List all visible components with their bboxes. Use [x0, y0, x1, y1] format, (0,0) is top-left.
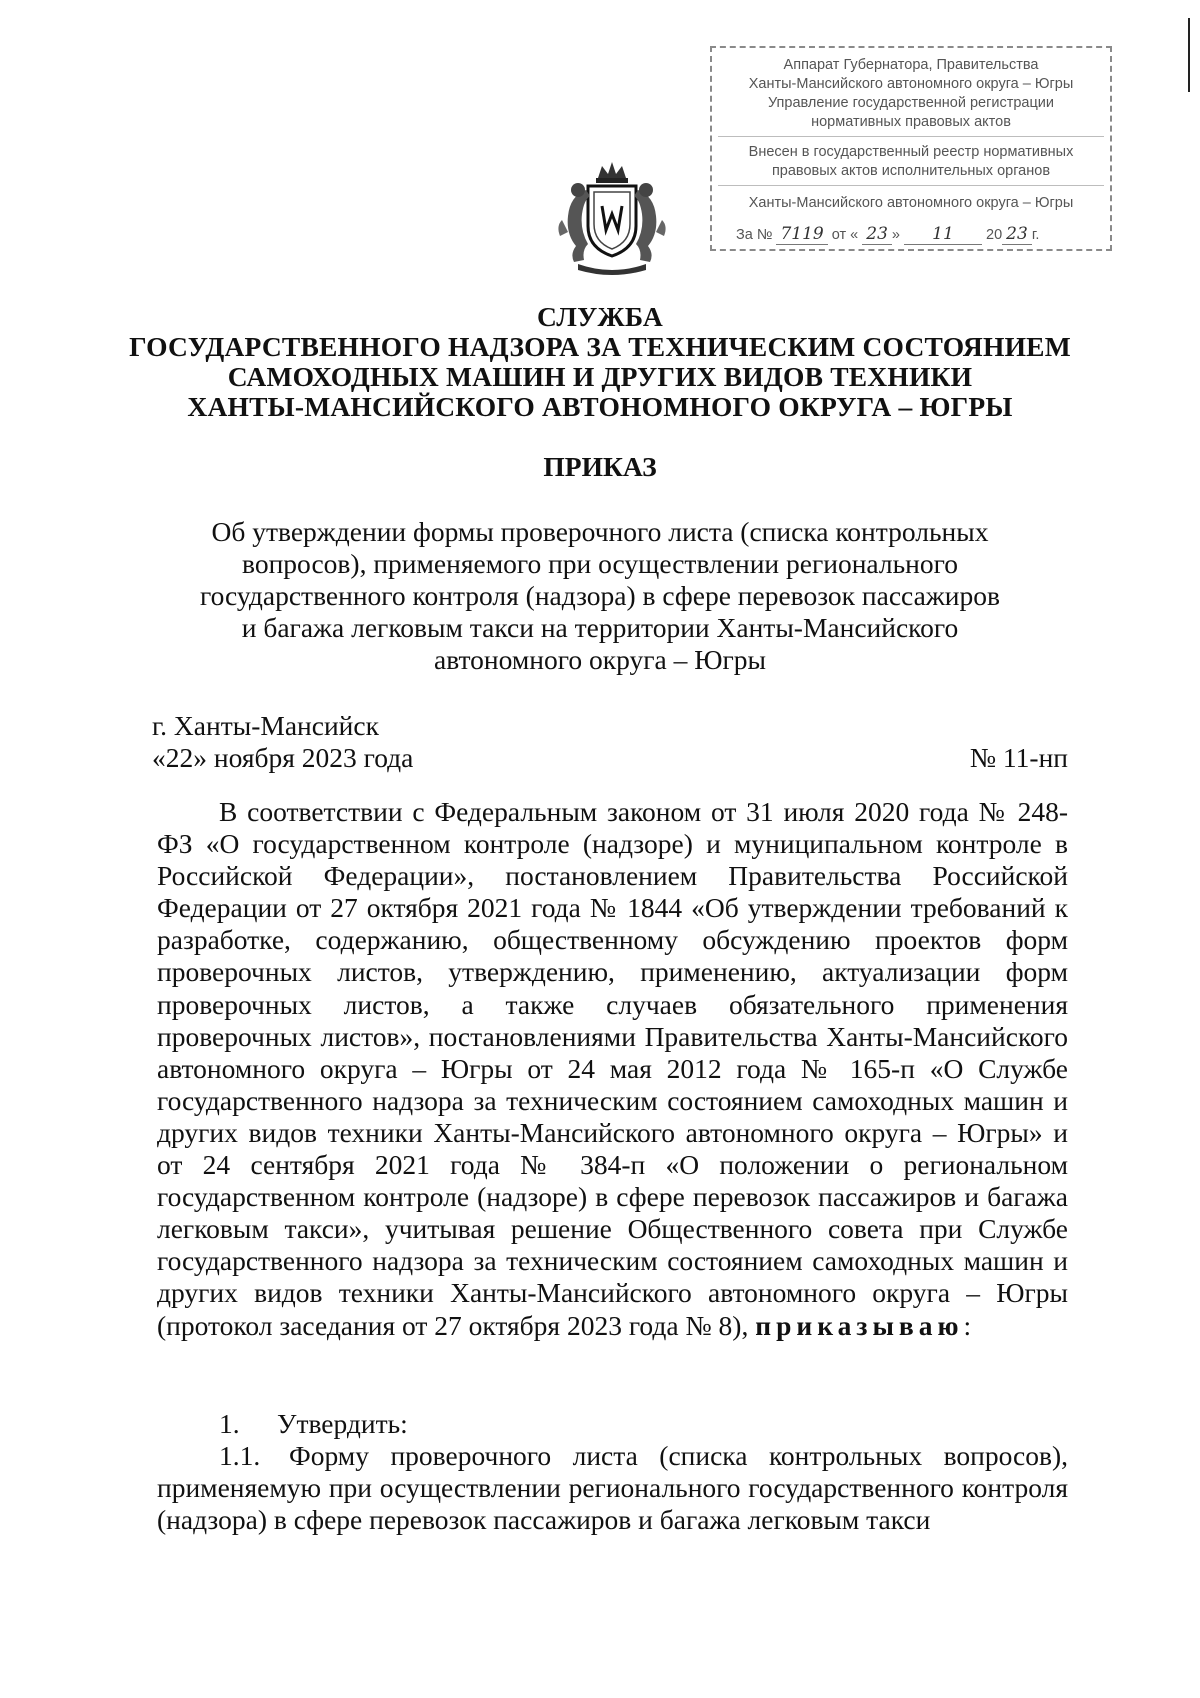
order-colon: : — [963, 1309, 972, 1341]
stamp-authority-section — [718, 56, 1104, 137]
org-title-line: СЛУЖБА — [537, 301, 663, 332]
stamp-line: нормативных правовых актов — [811, 114, 1011, 130]
item-number: 1.1. — [219, 1440, 261, 1471]
subject-line: автономного округа – Югры — [434, 644, 766, 675]
stamp-reg-prefix: За № — [736, 227, 773, 243]
order-item-1 — [157, 1408, 1068, 1440]
stamp-reg-year-handwritten: 23 — [1002, 225, 1032, 245]
org-title-line: ГОСУДАРСТВЕННОГО НАДЗОРА ЗА ТЕХНИЧЕСКИМ СОСТОЯНИЕМ — [129, 331, 1071, 362]
document-type: ПРИКАЗ — [543, 451, 657, 482]
subject-line: вопросов), применяемого при осуществлении регионального — [242, 548, 958, 579]
subject-line: и багажа легковым такси на территории Ханты-Мансийского — [241, 612, 959, 643]
document-number: № 11-нп — [969, 742, 1068, 773]
subject-line: Об утверждении формы проверочного листа (списка контрольных — [211, 516, 989, 547]
stamp-reg-from: от « — [831, 227, 859, 243]
stamp-reg-month-handwritten: 11 — [904, 225, 982, 245]
stamp-line: Ханты-Мансийского автономного округа – Югры — [748, 195, 1074, 211]
registration-stamp — [710, 46, 1112, 251]
document-city: г. Ханты-Мансийск — [152, 710, 379, 741]
stamp-line: правовых актов исполнительных органов — [771, 163, 1051, 179]
org-title-line: ХАНТЫ-МАНСИЙСКОГО АВТОНОМНОГО ОКРУГА – ЮГРЫ — [187, 391, 1013, 422]
document-subject — [0, 516, 1200, 676]
stamp-line: Аппарат Губернатора, Правительства — [783, 57, 1039, 73]
subject-line: государственного контроля (надзора) в сфере перевозок пассажиров — [200, 580, 1000, 611]
item-text: Форму проверочного листа (списка контрольных вопросов), применяемую при осуществлении регионального государственного контроля (надзора) в сфере перевозок пассажиров и багажа легковым такси — [157, 1440, 1068, 1536]
stamp-registration-number — [712, 213, 1110, 245]
scan-edge-line — [1188, 18, 1190, 92]
stamp-reg-day-handwritten: 23 — [862, 225, 892, 245]
preamble-text: В соответствии с Федеральным законом от 31 июля 2020 года № 248-ФЗ «О государственном контроле (надзоре) и муниципальном контроле в Российской Федерации», постановлением Правительства Российской Федерации от 27 октября 2021 года № 1844 «Об утверждении требований к разработке, содержанию, общественному обсуждению проектов форм проверочных листов, утверждению, применению, актуализации форм проверочных листов, а также случаев обязательного применения проверочных листов», постановлениями Правительства Ханты-Мансийского автономного округа – Югры от 24 мая 2012 года № 165-п «О Службе государственного надзора за техническим состоянием самоходных машин и других видов техники Ханты-Мансийского автономного округа – Югры» и от 24 сентября 2021 года № 384-п «О положении о региональном государственном контроле (надзоре) в сфере перевозок пассажиров и багажа легковым такси», учитывая решение Общественного совета при Службе государственного надзора за техническим состоянием самоходных машин и других видов техники Ханты-Мансийского автономного округа – Югры (протокол заседания от 27 октября 2023 года № 8), — [157, 796, 1068, 1341]
item-number: 1. — [219, 1408, 240, 1439]
order-word: приказываю — [755, 1309, 964, 1341]
document-date: «22» ноября 2023 года — [152, 742, 414, 773]
order-item-1-1 — [157, 1440, 1068, 1536]
coat-of-arms-icon — [548, 160, 676, 280]
stamp-line: Управление государственной регистрации — [767, 95, 1055, 111]
stamp-reg-day-close: » — [891, 227, 900, 243]
organization-title — [0, 302, 1200, 422]
preamble-paragraph — [157, 796, 1068, 1342]
stamp-reg-number-handwritten: 7119 — [776, 225, 827, 245]
stamp-reg-year-suffix: г. — [1031, 227, 1040, 243]
stamp-register-section — [718, 137, 1104, 186]
stamp-reg-year-prefix: 20 — [986, 227, 1003, 243]
item-text: Утвердить: — [277, 1408, 408, 1439]
org-title-line: САМОХОДНЫХ МАШИН И ДРУГИХ ВИДОВ ТЕХНИКИ — [227, 361, 973, 392]
stamp-line: Внесен в государственный реестр нормативных — [748, 144, 1074, 160]
stamp-line: Ханты-Мансийского автономного округа – Югры — [748, 76, 1074, 92]
